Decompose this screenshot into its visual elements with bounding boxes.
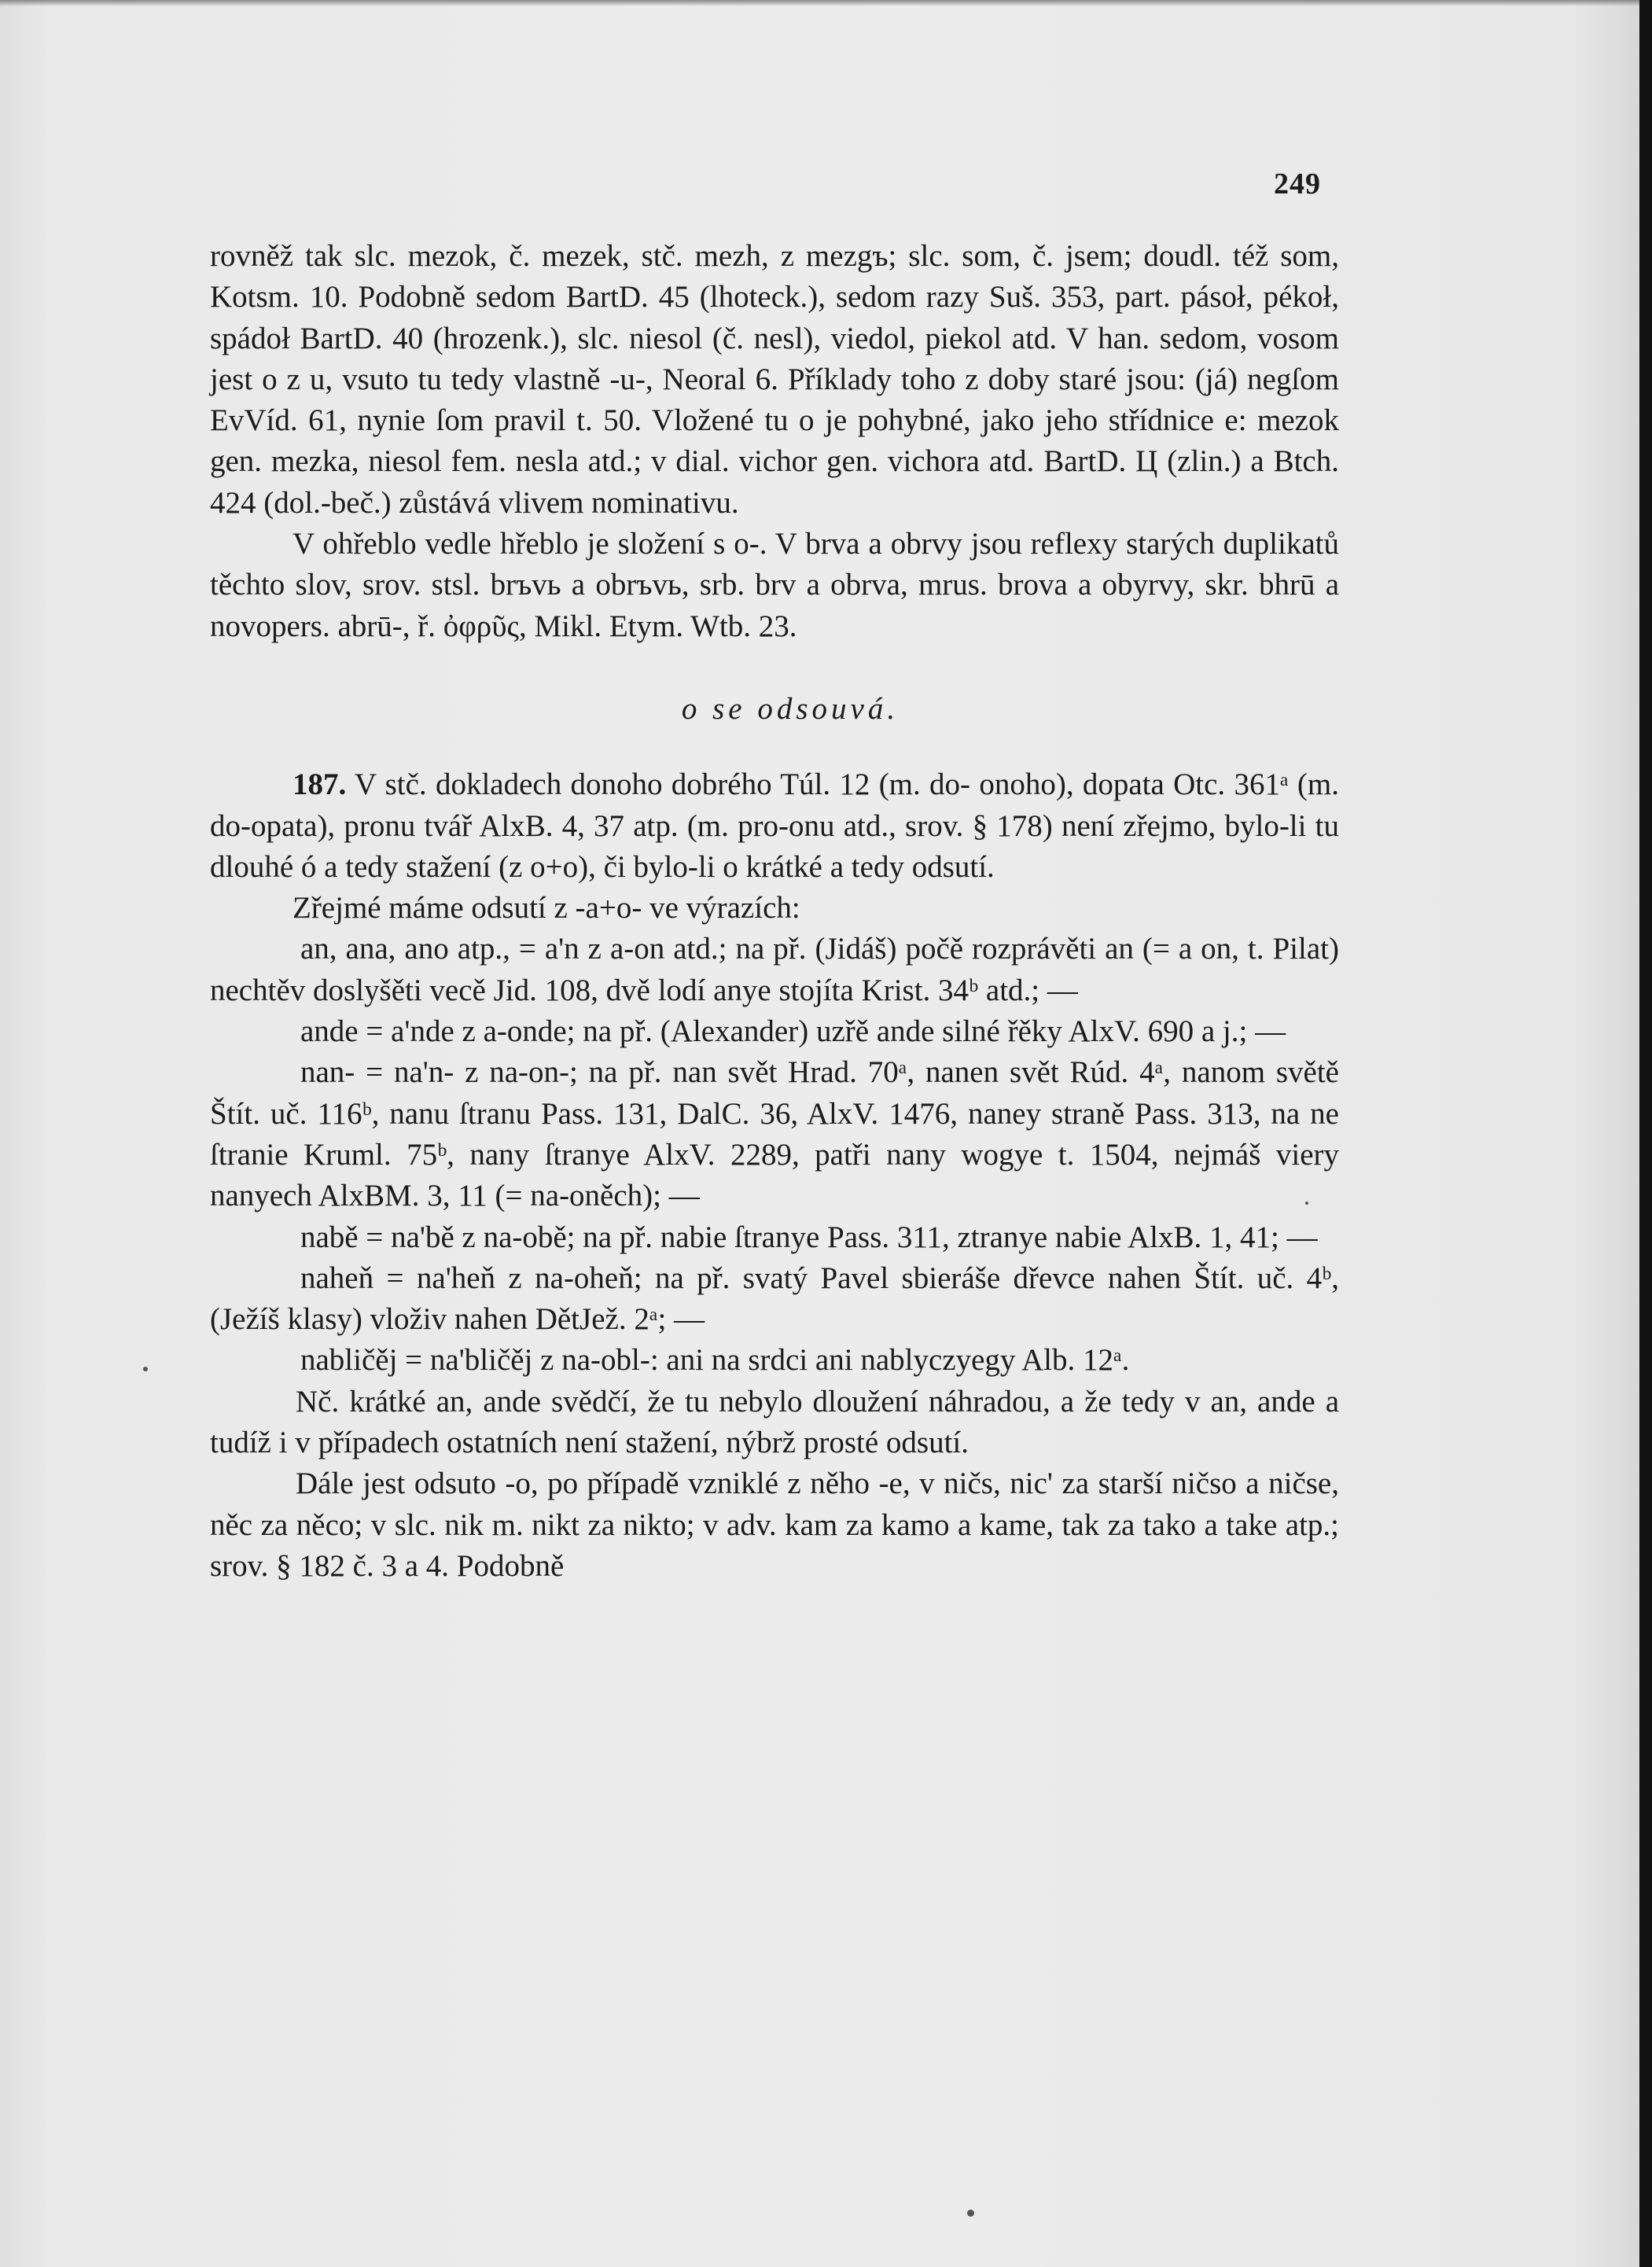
entry-nahen: naheň = na'heň z na-oheň; na př. svatý Pavel sbieráše dřevce nahen Štít. uč. 4ᵇ, (Ježíš klasy) vloživ nahen DětJež. 2ᵃ; — bbox=[210, 1260, 1339, 1337]
paragraph-3: Zřejmé máme odsutí z -a+o- ve výrazích: bbox=[293, 891, 800, 926]
scan-speck bbox=[1305, 1202, 1308, 1205]
paragraph-2: V ohřeblo vedle hřeblo je složení s o-. V brva a obrvy jsou reflexy starých duplikatů těchto slov, srov. stsl. brъvь a obrъvь, srb. brv a obrva, mrus. brova a obyrvy, skr. bhrū a novopers. abrū-, ř. ὀφρῦς, Mikl. Etym. Wtb. 23. bbox=[210, 527, 1339, 643]
entry-nabe: nabě = na'bě z na-obě; na př. nabie ſtranye Pass. 311, ztranye nabie AlxB. 1, 41; — bbox=[300, 1220, 1318, 1254]
scan-top-shadow bbox=[0, 0, 1652, 6]
section-187-paragraph bbox=[210, 764, 1339, 888]
entry-nan: nan- = na'n- z na-on-; na př. nan svět Hrad. 70ᵃ, nanen svět Rúd. 4ᵃ, nanom světě Štít. uč. 116ᵇ, nanu ſtranu Pass. 131, DalC. 36, AlxV. 1476, naney straně Pass. 313, na ne ſtranie Kruml. 75ᵇ, nany ſtranye AlxV. 2289, patři nany wogye t. 1504, nejmáš viery nanyech AlxBM. 3, 11 (= na-oněch); — bbox=[210, 1055, 1339, 1213]
scan-speck bbox=[967, 2210, 974, 2217]
paragraph-5: Dále jest odsuto -o, po případě vzniklé z něho -e, v ničs, nic' za starší ničso a ničse, něc za něco; v slc. nik m. nikt za nikto; v adv. kam za kamo a kame, tak za tako a take atp.; srov. § 182 č. 3 a 4. Podobně bbox=[210, 1467, 1339, 1583]
body-text bbox=[210, 236, 1339, 1587]
entry-ande: ande = a'nde z a-onde; na př. (Alexander) uzřě ande silné řěky AlxV. 690 a j.; — bbox=[300, 1014, 1286, 1049]
entry-an: an, ana, ano atp., = a'n z a-on atd.; na př. (Jidáš) počě rozprávěti an (= a on, t. Pilat) nechtěv doslyšěti vecě Jid. 108, dvě lodí anye stojíta Krist. 34ᵇ atd.; — bbox=[210, 932, 1339, 1007]
page-number: 249 bbox=[1274, 167, 1321, 201]
section-number: 187. bbox=[293, 767, 347, 802]
section-187-text: V stč. dokladech donoho dobrého Túl. 12 (m. do- onoho), dopata Otc. 361ᵃ (m. do-opata), pronu tvář AlxB. 4, 37 atp. (m. pro-onu atd., srov. § 178) není zřejmo, bylo-li tu dlouhé ó a tedy stažení (z o+o), či bylo-li o krátké a tedy odsutí. bbox=[210, 767, 1339, 884]
paragraph-4: Nč. krátké an, ande svědčí, že tu nebylo dloužení náhradou, a že tedy v an, ande a tudíž i v případech ostatních není stažení, nýbrž prosté odsutí. bbox=[210, 1384, 1339, 1460]
scan-right-edge bbox=[1639, 0, 1652, 2267]
entry-nablicej: nabličěj = na'bličěj z na-obl-: ani na srdci ani nablyczyegy Alb. 12ᵃ. bbox=[300, 1343, 1130, 1378]
paragraph-1: rovněž tak slc. mezok, č. mezek, stč. mezh, z mezgъ; slc. som, č. jsem; doudl. též som, Kotsm. 10. Podobně sedom BartD. 45 (lhoteck.), sedom razy Suš. 353, part. pásoł, pékoł, spádoł BartD. 40 (hrozenk.), slc. niesol (č. nesl), viedol, piekol atd. V han. sedom, vosom jest o z u, vsuto tu tedy vlastně -u-, Neoral 6. Příklady toho z doby staré jsou: (já) negſom EvVíd. 61, nynie ſom pravil t. 50. Vložené tu o je pohybné, jako jeho střídnice e: mezok gen. mezka, niesol fem. nesla atd.; v dial. vichor gen. vichora atd. BartD. Ц (zlin.) a Btch. 424 (dol.-beč.) zůstává vlivem nominativu. bbox=[210, 239, 1339, 520]
scan-speck bbox=[143, 1367, 148, 1371]
section-heading: o se odsouvá. bbox=[681, 691, 900, 726]
